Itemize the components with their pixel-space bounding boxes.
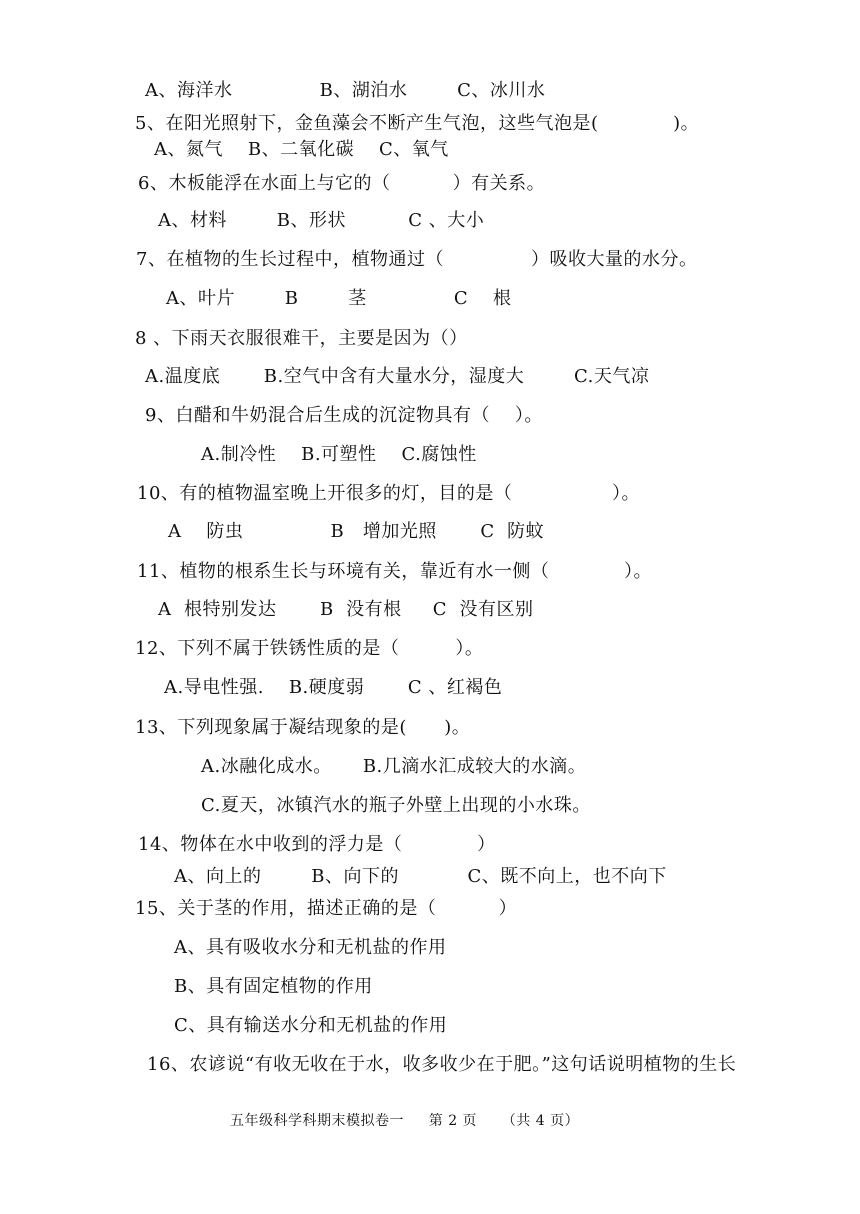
q13-option-ab: A.冰融化成水。 B.几滴水汇成较大的水滴。: [201, 756, 587, 777]
q9-options: A.制冷性 B.可塑性 C.腐蚀性: [201, 444, 477, 465]
q15-option-b: B、具有固定植物的作用: [174, 976, 373, 997]
q9-question: 9、白醋和牛奶混合后生成的沉淀物具有（ ）。: [145, 405, 543, 426]
q8-question: 8 、下雨天衣服很难干，主要是因为（）: [135, 328, 468, 349]
q5-options: A、氮气 B、二氧化碳 C、氧气: [154, 139, 449, 160]
q10-question: 10、有的植物温室晚上开很多的灯，目的是（ ）。: [137, 483, 640, 504]
q7-question: 7、在植物的生长过程中，植物通过（ ）吸收大量的水分。: [136, 249, 698, 270]
q6-options: A、材料 B、形状 C 、大小: [158, 210, 485, 231]
q13-option-c: C.夏天，冰镇汽水的瓶子外壁上出现的小水珠。: [201, 795, 591, 816]
q7-options: A、叶片 B 茎 C 根: [166, 288, 512, 309]
q10-options: A 防虫 B 增加光照 C 防蚊: [168, 521, 545, 542]
q13-question: 13、下列现象属于凝结现象的是( )。: [135, 717, 471, 738]
q15-question: 15、关于茎的作用，描述正确的是（ ）: [135, 898, 518, 919]
q5-question: 5、在阳光照射下，金鱼藻会不断产生气泡，这些气泡是( )。: [135, 113, 700, 134]
q11-question: 11、植物的根系生长与环境有关，靠近有水一侧（ ）。: [137, 561, 653, 582]
q12-question: 12、下列不属于铁锈性质的是（ ）。: [135, 638, 484, 659]
q14-options: A、向上的 B、向下的 C、既不向上，也不向下: [174, 866, 667, 887]
q14-question: 14、物体在水中收到的浮力是（ ）: [138, 834, 496, 855]
page-footer: 五年级科学科期末模拟卷一 第 2 页 （共 4 页）: [230, 1113, 580, 1129]
q4-options: A、海洋水 B、湖泊水 C、冰川水: [145, 80, 546, 101]
q8-options: A.温度底 B.空气中含有大量水分，湿度大 C.天气凉: [145, 366, 650, 387]
q15-option-a: A、具有吸收水分和无机盐的作用: [174, 937, 447, 958]
q15-option-c: C、具有输送水分和无机盐的作用: [174, 1015, 448, 1036]
q11-options: A 根特别发达 B 没有根 C 没有区别: [158, 599, 534, 620]
q12-options: A.导电性强. B.硬度弱 C 、红褐色: [164, 677, 503, 698]
q16-question: 16、农谚说“有收无收在于水，收多收少在于肥。”这句话说明植物的生长: [147, 1054, 737, 1075]
q6-question: 6、木板能浮在水面上与它的（ ）有关系。: [138, 173, 546, 194]
